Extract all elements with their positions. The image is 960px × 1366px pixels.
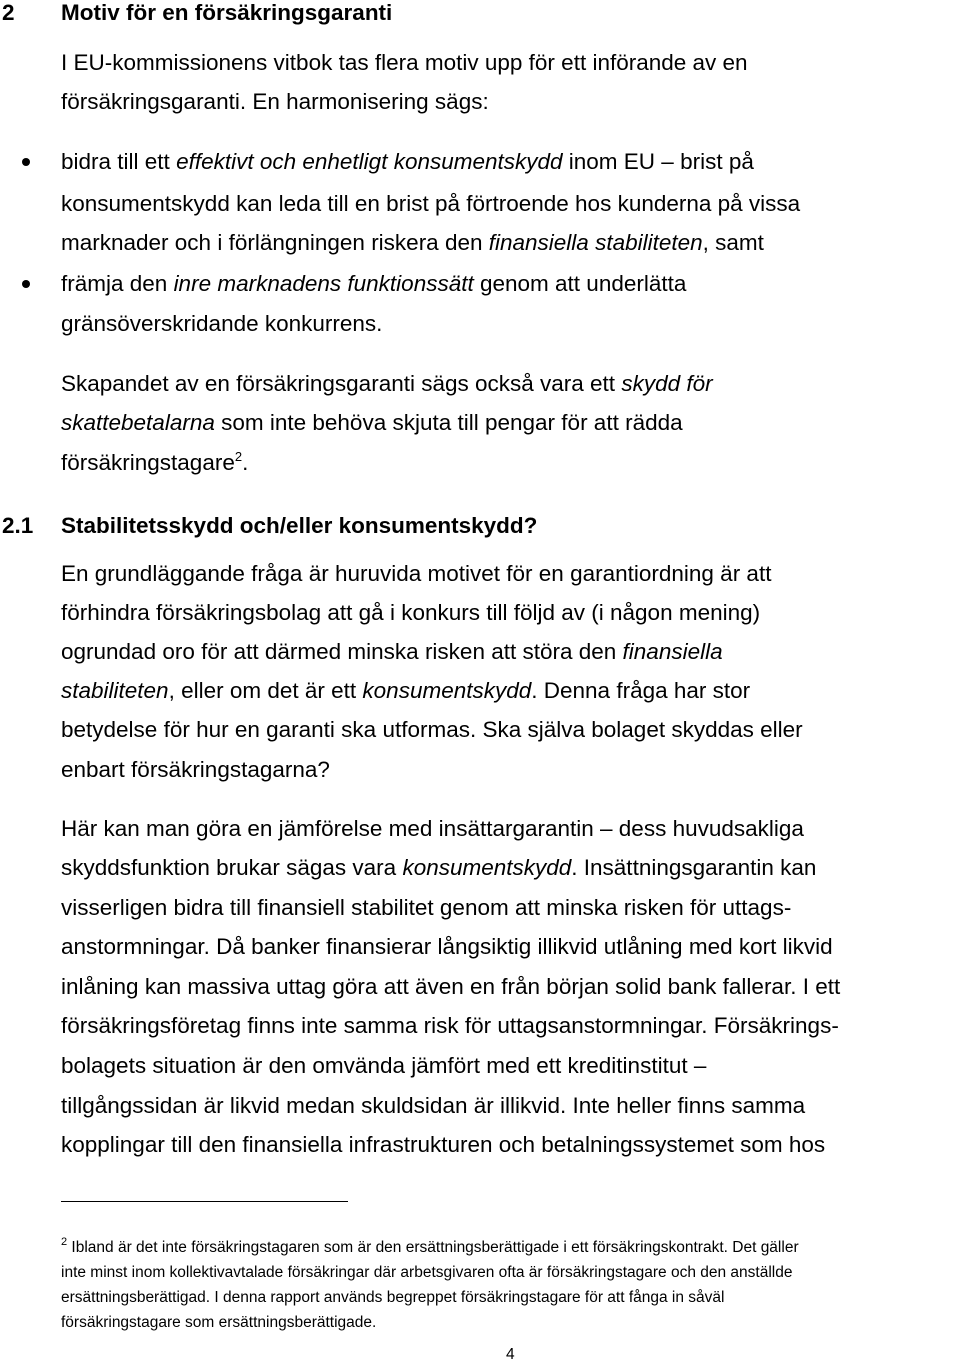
subsection-number: 2.1 [2, 513, 34, 538]
page-number: 4 [506, 1346, 515, 1363]
intro-line-1: I EU-kommissionens vitbok tas flera motiv upp för ett införande av en [61, 50, 748, 75]
para3-line-1: En grundläggande fråga är huruvida motivet för en garantiordning är att [61, 561, 772, 586]
para4-line-8: tillgångssidan är likvid medan skuldsidan är illikvid. Inte heller finns samma [61, 1093, 806, 1118]
para4-line-9: kopplingar till den finansiella infrastrukturen och betalningssystemet som hos [61, 1132, 826, 1157]
para4-line-4: anstormningar. Då banker finansierar långsiktig illikvid utlåning med kort likvid [61, 934, 833, 959]
bullet-2-line-1: främja den inre marknadens funktionssätt genom att underlätta [61, 271, 687, 296]
bullet-1-line-3: marknader och i förlängningen riskera den finansiella stabiliteten, samt [61, 230, 764, 255]
footnote-line-2: inte minst inom kollektivavtalade försäkringar där arbetsgivaren ofta är försäkringstagare och den anställde [61, 1264, 793, 1281]
intro-line-2: försäkringsgaranti. En harmonisering sägs: [61, 89, 489, 114]
para2-line-3: försäkringstagare$^2$. [61, 449, 249, 475]
footnote-separator [61, 1201, 348, 1202]
footnote-ref[interactable]: 2 [234, 449, 243, 464]
para4-line-3: visserligen bidra till finansiell stabilitet genom att minska risken för uttags- [61, 895, 792, 920]
footnote-line-1: $^2$ Ibland är det inte försäkringstagaren som är den ersättningsberättigade i ett försäkringskontrakt. Det gäller [61, 1236, 799, 1256]
para4-line-5: inlåning kan massiva uttag göra att även en från början solid bank fallerar. I ett [61, 974, 841, 999]
para3-line-5: betydelse för hur en garanti ska utformas. Ska själva bolaget skyddas eller [61, 717, 803, 742]
para3-line-6: enbart försäkringstagarna? [61, 757, 330, 782]
section-number: 2 [2, 0, 15, 25]
para3-line-2: förhindra försäkringsbolag att gå i konkurs till följd av (i någon mening) [61, 600, 761, 625]
para4-line-1: Här kan man göra en jämförelse med insättargarantin – dess huvudsakliga [61, 816, 804, 841]
subsection-title: Stabilitetsskydd och/eller konsumentskydd? [61, 513, 538, 538]
para3-line-4: stabiliteten, eller om det är ett konsumentskydd. Denna fråga har stor [61, 678, 751, 703]
bullet-2-line-2: gränsöverskridande konkurrens. [61, 311, 383, 336]
section-title: Motiv för en försäkringsgaranti [61, 0, 393, 25]
para2-line-1: Skapandet av en försäkringsgaranti sägs också vara ett skydd för [61, 371, 713, 396]
bullet-dot-2 [22, 280, 30, 288]
para4-line-2: skyddsfunktion brukar sägas vara konsumentskydd. Insättningsgarantin kan [61, 855, 817, 880]
bullet-dot-1 [22, 158, 30, 166]
footnote-marker: 2 [61, 1236, 68, 1248]
bullet-1-line-1: bidra till ett effektivt och enhetligt konsumentskydd inom EU – brist på [61, 149, 754, 174]
footnote-line-3: ersättningsberättigad. I denna rapport används begreppet försäkringstagare för att fånga in såväl [61, 1289, 725, 1306]
para3-line-3: ogrundad oro för att därmed minska risken att störa den finansiella [61, 639, 723, 664]
bullet-1-line-2: konsumentskydd kan leda till en brist på förtroende hos kunderna på vissa [61, 191, 801, 216]
footnote-line-4: försäkringstagare som ersättningsberättigade. [61, 1314, 377, 1331]
para4-line-7: bolagets situation är den omvända jämfört med ett kreditinstitut – [61, 1053, 707, 1078]
para2-line-2: skattebetalarna som inte behöva skjuta till pengar för att rädda [61, 410, 683, 435]
para4-line-6: försäkringsföretag finns inte samma risk för uttagsanstormningar. Försäkrings- [61, 1013, 839, 1038]
